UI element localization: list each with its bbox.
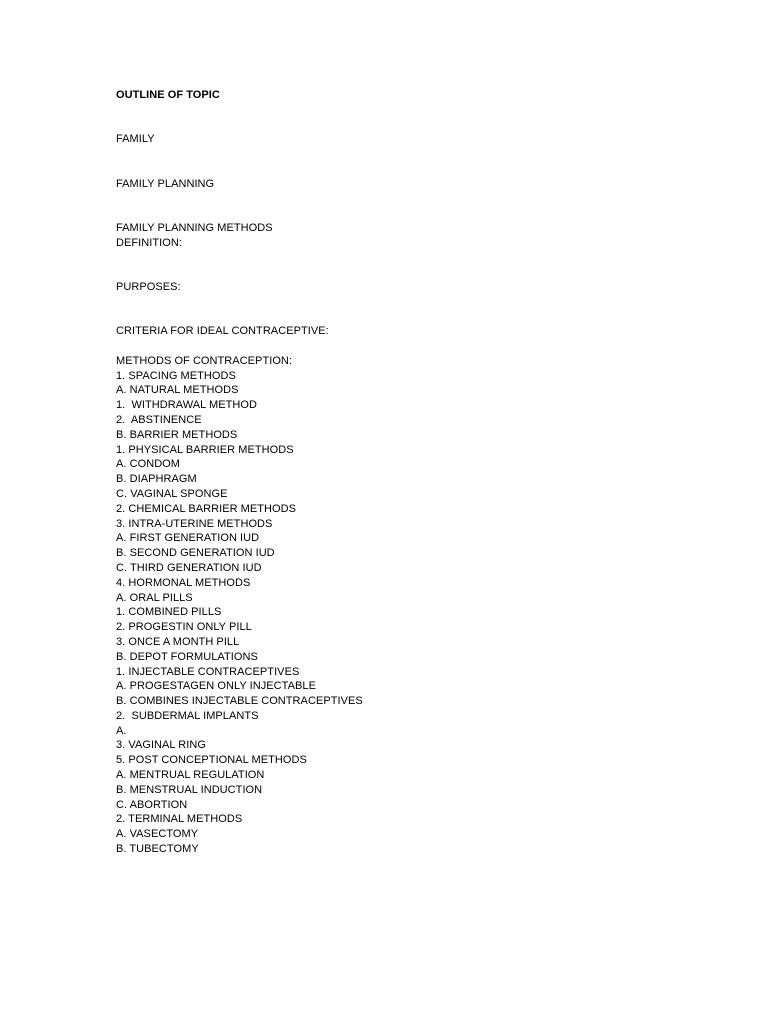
- list-item: 2. ABSTINENCE: [116, 413, 202, 426]
- list-item: A. VASECTOMY: [116, 828, 199, 841]
- list-item: B. SECOND GENERATION IUD: [116, 547, 275, 560]
- list-item: B. DIAPHRAGM: [116, 473, 197, 486]
- list-item: C. ABORTION: [116, 798, 188, 811]
- list-item: B. TUBECTOMY: [116, 843, 199, 856]
- list-item: 4. HORMONAL METHODS: [116, 576, 251, 589]
- section-family: FAMILY: [116, 133, 155, 146]
- list-item: 1. WITHDRAWAL METHOD: [116, 399, 257, 412]
- section-methods-of-contraception: METHODS OF CONTRACEPTION:: [116, 354, 293, 367]
- list-item: 1. PHYSICAL BARRIER METHODS: [116, 443, 294, 456]
- outline-content: [116, 88, 676, 857]
- list-item: 3. INTRA-UTERINE METHODS: [116, 517, 273, 530]
- list-item: A.: [116, 724, 127, 737]
- list-item: 1. INJECTABLE CONTRACEPTIVES: [116, 665, 300, 678]
- methods-list: [116, 369, 676, 857]
- list-item: A. ORAL PILLS: [116, 591, 193, 604]
- list-item: C. VAGINAL SPONGE: [116, 487, 228, 500]
- section-purposes: PURPOSES:: [116, 280, 181, 293]
- list-item: 1. COMBINED PILLS: [116, 606, 222, 619]
- list-item: B. DEPOT FORMULATIONS: [116, 650, 258, 663]
- list-item: A. FIRST GENERATION IUD: [116, 532, 260, 545]
- list-item: 2. CHEMICAL BARRIER METHODS: [116, 502, 297, 515]
- list-item: 2. TERMINAL METHODS: [116, 813, 243, 826]
- list-item: B. COMBINES INJECTABLE CONTRACEPTIVES: [116, 695, 363, 708]
- section-criteria: CRITERIA FOR IDEAL CONTRACEPTIVE:: [116, 325, 329, 338]
- list-item: A. CONDOM: [116, 458, 181, 471]
- list-item: A. MENTRUAL REGULATION: [116, 769, 265, 782]
- section-family-planning: FAMILY PLANNING: [116, 177, 215, 190]
- list-item: 2. PROGESTIN ONLY PILL: [116, 621, 252, 634]
- list-item: 1. SPACING METHODS: [116, 369, 236, 382]
- list-item: 3. ONCE A MONTH PILL: [116, 635, 240, 648]
- list-item: A. NATURAL METHODS: [116, 384, 239, 397]
- list-item: B. MENSTRUAL INDUCTION: [116, 783, 263, 796]
- list-item: C. THIRD GENERATION IUD: [116, 561, 262, 574]
- list-item: B. BARRIER METHODS: [116, 428, 238, 441]
- list-item: 2. SUBDERMAL IMPLANTS: [116, 709, 259, 722]
- list-item: 3. VAGINAL RING: [116, 739, 206, 752]
- list-item: 5. POST CONCEPTIONAL METHODS: [116, 754, 307, 767]
- section-family-planning-methods: FAMILY PLANNING METHODS: [116, 221, 273, 234]
- list-item: A. PROGESTAGEN ONLY INJECTABLE: [116, 680, 316, 693]
- page-title: OUTLINE OF TOPIC: [116, 89, 220, 101]
- section-definition: DEFINITION:: [116, 236, 182, 249]
